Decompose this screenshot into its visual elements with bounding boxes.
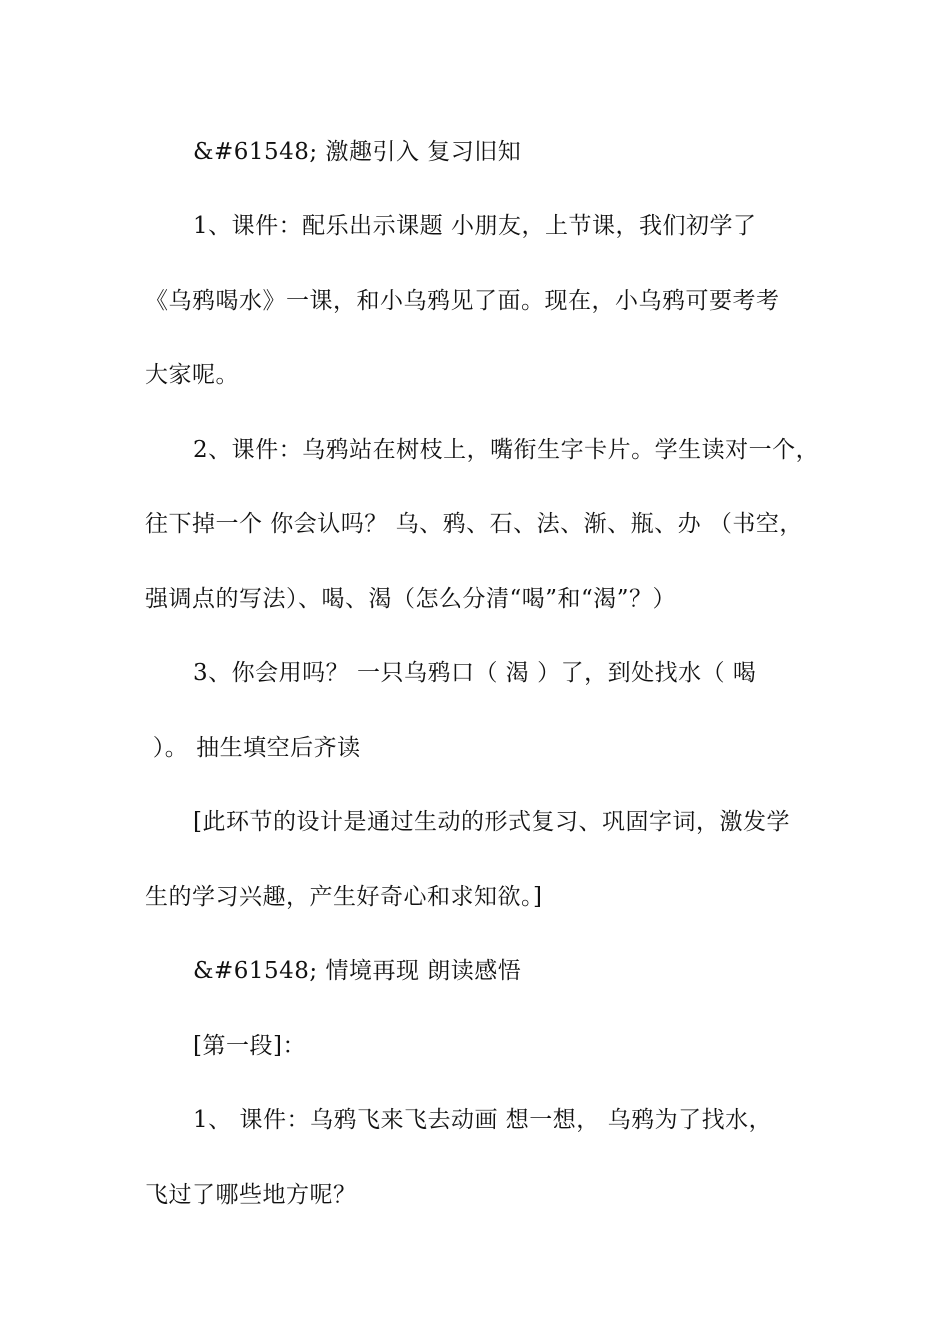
paragraph-line: 1、课件：配乐出示课题 小朋友，上节课，我们初学了 [193,213,757,239]
paragraph-line: 飞过了哪些地方呢？ [145,1182,357,1208]
paragraph-line: 《乌鸦喝水》一课，和小乌鸦见了面。现在，小乌鸦可要考考 [145,288,780,314]
paragraph-line: 强调点的写法）、喝、渴（怎么分清“喝”和“渴”？） [145,586,677,612]
design-note-line: 生的学习兴趣，产生好奇心和求知欲。] [145,884,543,910]
paragraph-line: ）。 抽生填空后齐读 [145,735,361,761]
paragraph-line: 往下掉一个 你会认吗？ 乌、鸦、石、法、渐、瓶、办 （书空， [145,511,803,537]
subsection-label: [第一段]： [193,1033,306,1059]
section-heading-intro: &#61548; 激趣引入 复习旧知 [193,139,522,165]
paragraph-line: 3、你会用吗？ 一只乌鸦口（ 渴 ）了，到处找水（ 喝 [193,660,757,686]
paragraph-line: 2、课件：乌鸦站在树枝上，嘴衔生字卡片。学生读对一个， [193,437,820,463]
paragraph-line: 大家呢。 [145,362,239,388]
paragraph-line: 1、 课件：乌鸦飞来飞去动画 想一想， 乌鸦为了找水， [193,1107,773,1133]
section-heading-reading: &#61548; 情境再现 朗读感悟 [193,958,522,984]
design-note-line: [此环节的设计是通过生动的形式复习、巩固字词，激发学 [193,809,790,835]
